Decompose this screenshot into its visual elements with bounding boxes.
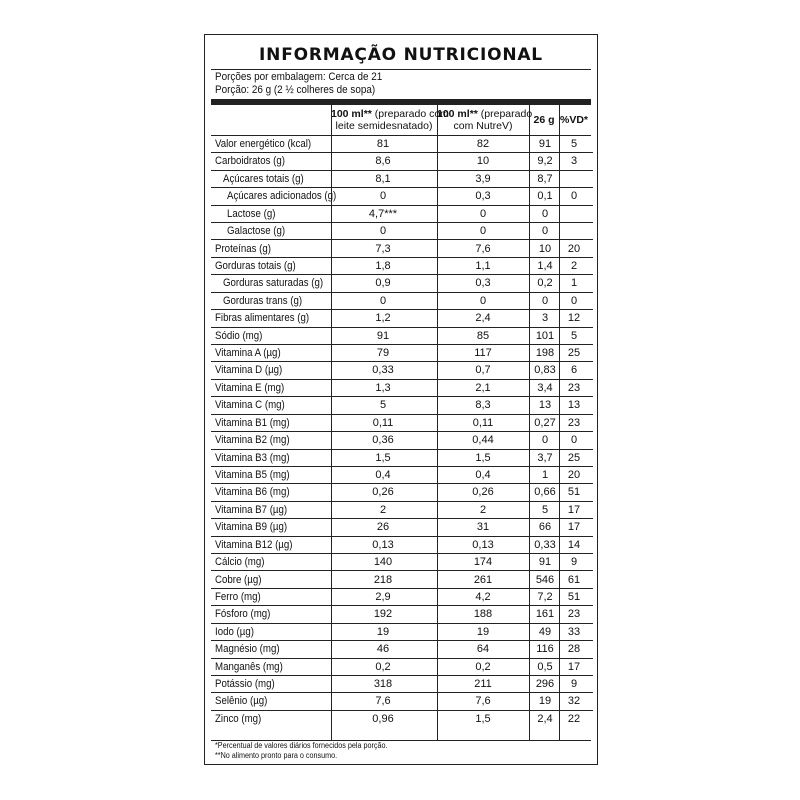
value-per-100ml-nutrev: 8,3 [475,399,491,412]
value-per-portion: 49 [538,625,552,638]
value-per-100ml-nutrev: 211 [474,678,492,691]
nutrient-name: Vitamina B3 (mg) [215,451,290,464]
value-per-100ml-nutrev: 7,6 [475,695,491,708]
value-per-100ml-nutrev: 0 [479,225,487,238]
table-row [205,519,599,536]
value-daily-percent: 51 [567,590,581,603]
nutrient-name: Vitamina B9 (µg) [215,521,288,534]
value-per-100ml-milk: 46 [376,643,390,656]
value-daily-percent: 14 [567,538,581,551]
value-per-100ml-milk: 2 [379,503,387,516]
value-per-100ml-milk: 26 [376,521,390,534]
table-row [205,659,599,676]
table-row [205,572,599,589]
value-per-100ml-milk: 218 [373,573,393,586]
nutrient-name: Selênio (µg) [215,695,268,708]
value-per-100ml-milk: 1,2 [375,312,391,325]
value-daily-percent: 9 [570,678,578,691]
value-per-100ml-nutrev: 261 [473,573,493,586]
value-daily-percent: 33 [567,625,581,638]
value-per-100ml-nutrev: 4,2 [475,590,491,603]
value-per-portion: 19 [538,695,552,708]
value-per-portion: 198 [535,347,555,360]
value-daily-percent: 28 [567,643,581,656]
value-daily-percent: 23 [567,608,581,621]
value-daily-percent: 13 [567,399,581,412]
value-daily-percent: 9 [570,556,578,569]
value-daily-percent: 1 [570,277,578,290]
nutrient-name: Vitamina B6 (mg) [215,486,290,499]
header-col-milk-bold: 100 ml** [331,108,372,120]
value-daily-percent: 0 [570,434,578,447]
table-row [205,345,599,362]
nutrient-name: Cálcio (mg) [215,556,265,569]
table-row [205,554,599,571]
title-divider [211,69,591,70]
value-daily-percent: 25 [567,451,581,464]
footnote-dv: *Percentual de valores diários fornecidos pela porção. [215,741,388,750]
servings-per-package: Porções por embalagem: Cerca de 21 [215,71,383,83]
nutrient-name: Zinco (mg) [215,712,262,725]
value-daily-percent: 0 [570,190,578,203]
value-daily-percent: 6 [570,364,578,377]
label-title: INFORMAÇÃO NUTRICIONAL [259,45,543,65]
table-row [205,380,599,397]
value-per-portion: 0,66 [534,486,556,499]
value-per-portion: 3,7 [537,451,553,464]
header-col-milk-line2: leite semidesnatado) [335,119,433,132]
value-daily-percent: 51 [567,486,581,499]
table-row [205,711,599,728]
value-daily-percent: 20 [567,242,581,255]
value-per-100ml-nutrev: 174 [473,556,493,569]
value-per-portion: 0,33 [534,538,556,551]
table-row [205,362,599,379]
table-row [205,502,599,519]
table-row [205,676,599,693]
header-thick-divider [211,99,591,105]
value-per-100ml-nutrev: 2,4 [475,312,491,325]
nutrient-name: Ferro (mg) [215,590,261,603]
nutrient-name: Gorduras totais (g) [215,259,296,272]
value-per-portion: 0,27 [534,416,556,429]
value-per-100ml-milk: 0 [379,294,387,307]
value-per-100ml-milk: 0,33 [372,364,394,377]
nutrient-name: Manganês (mg) [215,660,283,673]
value-daily-percent: 25 [567,347,581,360]
nutrient-name: Gorduras trans (g) [223,294,303,307]
value-per-portion: 0,1 [537,190,553,203]
value-daily-percent: 0 [570,294,578,307]
value-per-portion: 161 [535,608,555,621]
value-per-100ml-nutrev: 31 [476,521,490,534]
table-row [205,397,599,414]
header-col-milk-rest: (preparado com [371,108,449,120]
nutrient-name: Vitamina B5 (mg) [215,468,290,481]
value-per-100ml-milk: 0,9 [375,277,391,290]
nutrient-name: Vitamina B1 (mg) [215,416,290,429]
value-per-portion: 91 [538,556,552,569]
value-per-100ml-nutrev: 10 [476,155,490,168]
value-per-100ml-milk: 318 [373,678,393,691]
header-col-portion: 26 g [533,114,555,126]
nutrient-name: Vitamina D (µg) [215,364,283,377]
value-per-portion: 0 [541,294,549,307]
value-per-100ml-milk: 91 [376,329,390,342]
value-per-100ml-nutrev: 0 [479,294,487,307]
header-col-nutrev-line2: com NutreV) [453,119,513,132]
value-daily-percent: 17 [567,503,581,516]
value-per-portion: 0 [541,434,549,447]
value-per-100ml-nutrev: 2,1 [475,381,491,394]
value-per-portion: 3,4 [537,381,553,394]
value-per-100ml-nutrev: 0,3 [475,277,491,290]
value-per-100ml-milk: 0,11 [372,416,394,429]
value-per-portion: 3 [541,312,549,325]
value-per-portion: 1,4 [537,259,553,272]
nutrient-name: Vitamina C (mg) [215,399,285,412]
value-daily-percent: 20 [567,468,581,481]
value-per-100ml-nutrev: 117 [474,347,492,360]
table-row [205,693,599,710]
value-daily-percent: 32 [567,695,581,708]
nutrient-name: Açúcares adicionados (g) [227,190,337,203]
value-per-100ml-nutrev: 0,44 [472,434,494,447]
table-row [205,537,599,554]
value-per-100ml-milk: 7,3 [375,242,391,255]
value-per-100ml-milk: 2,9 [375,590,391,603]
value-per-portion: 101 [535,329,555,342]
value-per-portion: 296 [535,678,555,691]
table-row [205,641,599,658]
header-col-milk [331,108,449,132]
table-row [205,206,599,223]
value-per-portion: 0,5 [537,660,553,673]
value-daily-percent: 12 [567,312,581,325]
value-per-100ml-nutrev: 0,26 [472,486,494,499]
nutrient-name: Potássio (mg) [215,678,275,691]
value-per-100ml-milk: 0,96 [372,712,394,725]
value-per-100ml-nutrev: 0,7 [475,364,491,377]
value-per-100ml-nutrev: 3,9 [475,172,491,185]
nutrient-name: Carboidratos (g) [215,155,285,168]
value-per-100ml-nutrev: 0,11 [472,416,494,429]
nutrient-name: Fibras alimentares (g) [215,312,310,325]
nutrient-name: Lactose (g) [227,207,276,220]
table-row [205,467,599,484]
nutrient-name: Magnésio (mg) [215,643,280,656]
nutrient-name: Vitamina A (µg) [215,347,281,360]
value-per-100ml-nutrev: 82 [476,138,490,150]
table-row [205,136,599,153]
table-row [205,241,599,258]
table-row [205,450,599,467]
value-per-portion: 0,83 [534,364,556,377]
value-per-100ml-milk: 8,1 [375,172,391,185]
value-per-100ml-nutrev: 0,3 [475,190,491,203]
header-col-nutrev-rest: (preparado [477,108,533,120]
value-per-100ml-milk: 0 [379,190,387,203]
value-per-portion: 116 [536,643,554,656]
value-per-100ml-milk: 81 [376,138,390,150]
value-daily-percent: 22 [567,712,581,725]
value-daily-percent: 61 [567,573,581,586]
value-per-100ml-nutrev: 0,2 [475,660,491,673]
table-row [205,258,599,275]
value-per-portion: 2,4 [537,712,553,725]
serving-size: Porção: 26 g (2 ½ colheres de sopa) [215,84,376,96]
table-row [205,275,599,292]
value-daily-percent: 5 [570,329,578,342]
nutrient-name: Iodo (µg) [215,625,254,638]
table-row [205,153,599,170]
header-col-nutrev-bold: 100 ml** [437,108,478,120]
value-per-100ml-nutrev: 1,5 [475,451,491,464]
value-per-100ml-nutrev: 7,6 [475,242,491,255]
value-per-100ml-nutrev: 1,5 [475,712,491,725]
value-per-100ml-milk: 1,8 [375,259,391,272]
header-col-dv: %VD* [559,114,588,126]
value-per-100ml-nutrev: 1,1 [475,259,491,272]
value-per-100ml-milk: 1,5 [375,451,391,464]
value-per-portion: 10 [538,242,552,255]
table-row [205,484,599,501]
value-per-portion: 13 [538,399,552,412]
value-per-portion: 5 [541,503,549,516]
nutrition-facts-label [204,34,598,765]
nutrient-name: Valor energético (kcal) [215,138,312,150]
value-per-portion: 8,7 [537,172,553,185]
table-row [205,415,599,432]
nutrient-name: Fósforo (mg) [215,608,271,621]
nutrient-name: Vitamina B2 (mg) [215,434,290,447]
value-per-100ml-nutrev: 2 [479,503,487,516]
value-per-100ml-milk: 0,4 [375,468,391,481]
value-per-portion: 0,2 [537,277,553,290]
value-daily-percent: 23 [567,381,581,394]
value-per-100ml-nutrev: 64 [476,643,490,656]
table-row [205,223,599,240]
nutrient-name: Vitamina B12 (µg) [215,538,293,551]
value-per-100ml-milk: 19 [376,625,390,638]
value-per-100ml-milk: 7,6 [375,695,391,708]
value-per-portion: 0 [541,207,549,220]
value-daily-percent: 23 [567,416,581,429]
table-row [205,624,599,641]
value-per-100ml-nutrev: 19 [476,625,490,638]
table-row [205,310,599,327]
value-per-100ml-milk: 79 [376,347,390,360]
value-daily-percent: 17 [567,660,581,673]
value-per-portion: 1 [541,468,549,481]
value-per-100ml-milk: 8,6 [375,155,391,168]
table-row [205,432,599,449]
value-daily-percent: 17 [567,521,581,534]
nutrient-name: Vitamina E (mg) [215,381,285,394]
value-per-100ml-milk: 0 [379,225,387,238]
table-row [205,188,599,205]
value-per-portion: 7,2 [537,590,553,603]
value-per-100ml-milk: 140 [373,556,393,569]
value-per-100ml-milk: 5 [379,399,387,412]
nutrient-name: Açúcares totais (g) [223,172,304,185]
nutrient-name: Cobre (µg) [215,573,262,586]
value-per-100ml-nutrev: 188 [473,608,493,621]
value-per-100ml-nutrev: 0,13 [472,538,494,551]
value-per-100ml-milk: 0,2 [375,660,391,673]
nutrient-name: Vitamina B7 (µg) [215,503,288,516]
value-per-portion: 546 [535,573,555,586]
value-per-100ml-nutrev: 85 [476,329,490,342]
value-per-100ml-milk: 192 [373,608,393,621]
nutrient-name: Proteínas (g) [215,242,271,255]
header-col-nutrev [437,108,533,132]
value-per-100ml-milk: 0,26 [372,486,394,499]
table-row [205,328,599,345]
footnote-ready: **No alimento pronto para o consumo. [215,751,338,760]
value-daily-percent: 2 [570,259,578,272]
nutrient-name: Gorduras saturadas (g) [223,277,324,290]
value-per-100ml-nutrev: 0 [479,207,487,220]
value-per-portion: 9,2 [537,155,553,168]
value-per-portion: 0 [541,225,549,238]
table-row [205,589,599,606]
value-per-100ml-milk: 0,13 [372,538,394,551]
value-per-portion: 91 [538,138,552,150]
value-per-portion: 66 [538,521,552,534]
value-per-100ml-milk: 1,3 [375,381,391,394]
table-row [205,293,599,310]
value-per-100ml-nutrev: 0,4 [475,468,491,481]
table-row [205,606,599,623]
nutrient-name: Galactose (g) [227,225,286,238]
value-daily-percent: 3 [570,155,578,168]
nutrient-name: Sódio (mg) [215,329,263,342]
table-row [205,171,599,188]
value-per-100ml-milk: 4,7*** [368,207,398,220]
value-daily-percent: 5 [570,138,578,150]
value-per-100ml-milk: 0,36 [372,434,394,447]
